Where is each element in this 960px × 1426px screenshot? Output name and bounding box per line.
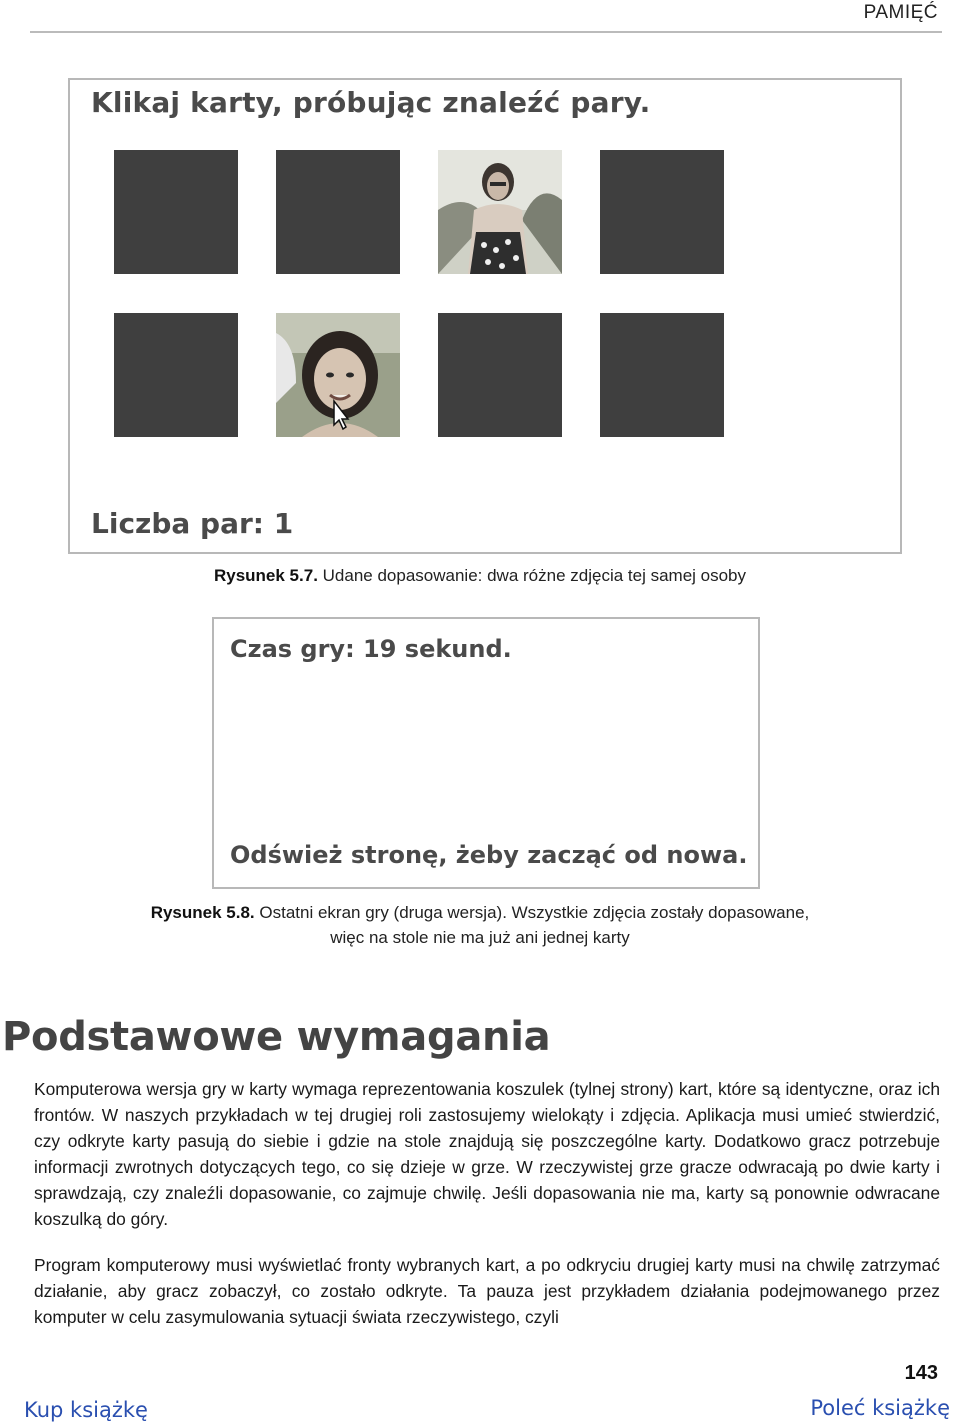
caption-label: Rysunek 5.7. — [213, 566, 318, 585]
card-back[interactable] — [600, 150, 724, 274]
caption-line-2: więc na stole nie ma już ani jednej karty — [330, 928, 630, 947]
card-back[interactable] — [114, 313, 238, 437]
figure-5-8-caption — [0, 900, 960, 950]
photo-woman-portrait — [276, 313, 400, 437]
caption-label: Rysunek 5.8. — [150, 903, 255, 922]
pairs-count: Liczba par: 1 — [91, 507, 294, 540]
figure-5-7-caption — [0, 566, 960, 586]
page-number: 143 — [904, 1362, 938, 1384]
caption-line-1 — [0, 900, 960, 925]
game-time-label: Czas gry: 19 sekund. — [230, 635, 512, 663]
card-back[interactable] — [600, 313, 724, 437]
card-photo-woman-standing[interactable] — [438, 150, 562, 274]
photo-woman-standing — [438, 150, 562, 274]
figure-5-7-screenshot — [68, 78, 902, 554]
section-heading: Podstawowe wymagania — [2, 1014, 551, 1060]
body-paragraph: Komputerowa wersja gry w karty wymaga reprezentowania koszulek (tylnej strony) kart, które są identyczne, oraz ich frontów. W naszych przykładach w tej drugiej roli zastosujemy wielokąty i zdjęcia. Aplikacja musi umieć stwierdzić, czy odkryte karty pasują do siebie i gdzie na stole znajdują się poszczególne karty. Dodatkowo gracz potrzebuje informacji zwrotnych dotyczących tego, co się dzieje w grze. W rzeczywistej grze gracze odwracają po dwie karty i sprawdzają, czy znaleźli dopasowanie, co zajmuje chwilę. Jeśli dopasowania nie ma, karty są ponownie odwracane koszulką do góry. — [34, 1079, 940, 1229]
caption-text: Ostatni ekran gry (druga wersja). Wszystkie zdjęcia zostały dopasowane, — [254, 903, 810, 922]
game-instruction-heading: Klikaj karty, próbując znaleźć pary. — [91, 86, 651, 119]
buy-book-link[interactable]: Kup książkę — [24, 1398, 148, 1422]
card-photo-woman-portrait[interactable] — [276, 313, 400, 437]
card-back[interactable] — [114, 150, 238, 274]
refresh-instruction: Odśwież stronę, żeby zacząć od nowa. — [230, 841, 748, 869]
card-back[interactable] — [276, 150, 400, 274]
body-paragraph: Program komputerowy musi wyświetlać fronty wybranych kart, a po odkryciu drugiej karty musi na chwilę zatrzymać działanie, aby gracz zobaczył, co zostało odkryte. Ta pauza jest przykładem działania podejmowanego przez komputer w celu zasymulowania sytuacji świata rzeczywistego, czyli — [34, 1255, 940, 1327]
card-back[interactable] — [438, 313, 562, 437]
figure-5-8-screenshot — [212, 617, 760, 889]
recommend-book-link[interactable]: Poleć książkę — [810, 1396, 950, 1420]
chapter-title: PAMIĘĆ — [863, 2, 938, 23]
caption-text: Udane dopasowanie: dwa różne zdjęcia tej samej osoby — [317, 566, 747, 585]
header-divider — [30, 31, 942, 33]
